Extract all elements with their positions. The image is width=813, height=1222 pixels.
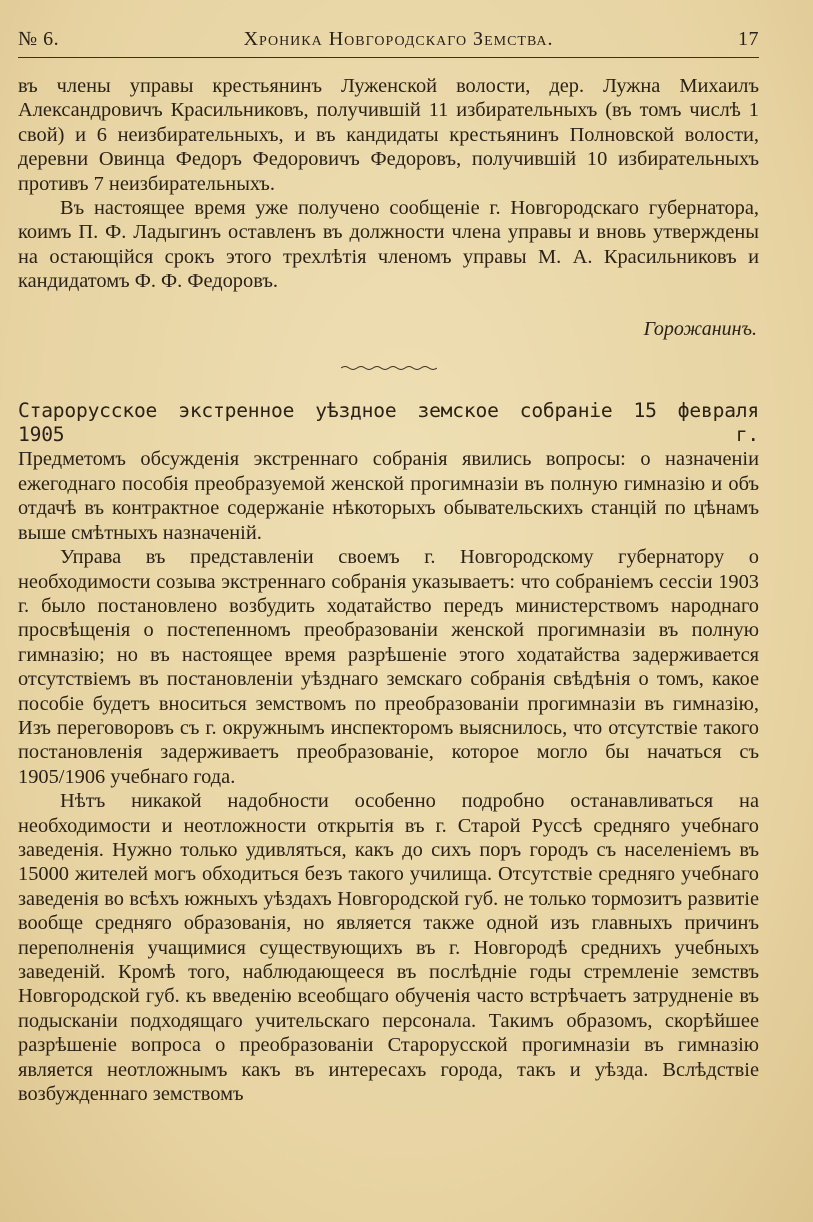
paragraph-4: Управа въ представленіи своемъ г. Новгородскому губернатору о необходимости созыва экстреннаго собранія указываетъ: что собраніемъ сессіи 1903 г. было постановлено возбудить ходатайство передъ министерствомъ народнаго просвѣщенія о постепенномъ преобразованіи женской прогимназіи въ полную гимназію; но въ настоящее время разрѣшеніе этого ходатайства задерживается отсутствіемъ въ постановленіи уѣзднаго земскаго собранія свѣдѣнія о томъ, какое пособіе будетъ вноситься земствомъ по преобразованіи прогимназіи въ гимназію, Изъ переговоровъ съ г. окружнымъ инспекторомъ выяснилось, что отсутствіе такого постановленія задерживаетъ преобразованіе, которое могло бы начаться съ 1905/1906 учебнаго года. (18, 546, 759, 788)
paragraph-5: Нѣтъ никакой надобности особенно подробно останавливаться на необходимости и неотложности открытія въ г. Старой Руссѣ средняго учебнаго заведенія. Нужно только удивляться, какъ до сихъ поръ городъ съ населеніемъ въ 15000 жителей могъ обходиться безъ такого училища. Отсутствіе средняго учебнаго заведенія во всѣхъ южныхъ уѣздахъ Новгородской губ. не только тормозитъ развитіе вообще средняго образованія, но является также одной изъ главныхъ причинъ переполненія учащимися существующихъ въ г. Новгородѣ среднихъ учебныхъ заведеній. Кромѣ того, наблюдающееся въ послѣдніе годы стремленіе земствъ Новгородской губ. къ введенію всеобщаго обученія часто встрѣчаетъ затрудненіе въ подысканіи подходящаго учительскаго персонала. Такимъ образомъ, скорѣйшее разрѣшеніе вопроса о преобразованіи Старорусской прогимназіи въ гимназію является неотложнымъ какъ въ интересахъ города, такъ и уѣзда. Вслѣдствіе возбужденнаго земствомъ (18, 790, 759, 1106)
section-divider (339, 365, 439, 371)
page-number: 17 (738, 28, 759, 50)
journal-title: Хроника Новгородскаго Земства. (243, 28, 554, 50)
paragraph-2: Въ настоящее время уже получено сообщеніе г. Новгородскаго губернатора, коимъ П. Ф. Ладыгинъ оставленъ въ должности члена управы и вновь утверждены на остающійся срокъ этого трехлѣтія членомъ управы М. А. Красильниковъ и кандидатомъ Ф. Ф. Федоровъ. (18, 197, 759, 293)
paragraph-3: Предметомъ обсужденія экстреннаго собранія явились вопросы: о назначеніи ежегоднаго пособія преобразуемой женской прогимназіи въ полную гимназію и объ отдачѣ въ контрактное содержаніе нѣкоторыхъ обывательскихъ станцій по цѣнамъ выше смѣтныхъ назначеній. (18, 448, 759, 544)
wavy-rule-icon (341, 365, 437, 371)
section-heading: Старорусское экстренное уѣздное земское собраніе 15 февраля 1905 г. (18, 398, 759, 447)
paragraph-1: въ члены управы крестьянинъ Луженской волости, дер. Лужна Михаилъ Александровичъ Красильниковъ, получившій 11 избирательныхъ (въ томъ числѣ 1 свой) и 6 неизбирательныхъ, и въ кандидаты крестьянинъ Полновской волости, деревни Овинца Федоръ Федоровичъ Федоровъ, получившій 10 избирательныхъ противъ 7 неизбирательныхъ. (18, 75, 759, 195)
author-signature: Горожанинъ. (643, 317, 757, 340)
running-head (18, 28, 759, 58)
issue-number: № 6. (18, 28, 60, 50)
